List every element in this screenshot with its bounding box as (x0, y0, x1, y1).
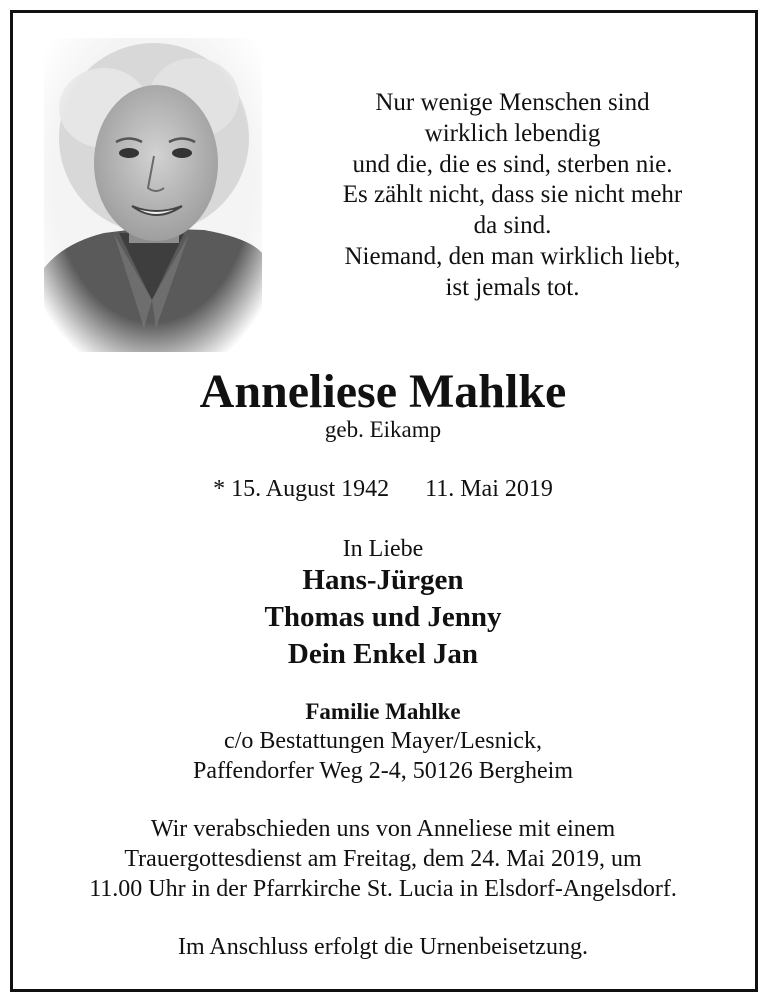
urn-burial-note: Im Anschluss erfolgt die Urnenbeisetzung. (178, 934, 588, 960)
contact-address (0, 726, 766, 786)
poem-line: Es zählt nicht, dass sie nicht mehr (342, 181, 683, 209)
mourner-name: Thomas und Jenny (264, 601, 502, 633)
death-date: 11. Mai 2019 (425, 476, 553, 502)
portrait-photo (44, 38, 262, 352)
poem-line: da sind. (473, 212, 552, 240)
poem-line: und die, die es sind, sterben nie. (352, 150, 673, 178)
poem-line: Niemand, den man wirklich liebt, (344, 242, 681, 270)
poem-line: wirklich lebendig (424, 119, 601, 147)
address-line: Paffendorfer Weg 2-4, 50126 Bergheim (193, 758, 573, 784)
poem (300, 88, 725, 304)
service-line: Trauergottesdienst am Freitag, dem 24. Mai 2019, um (124, 846, 642, 872)
address-line: c/o Bestattungen Mayer/Lesnick, (224, 728, 542, 754)
family-contact-name: Familie Mahlke (305, 699, 461, 724)
service-line: 11.00 Uhr in der Pfarrkirche St. Lucia in Elsdorf-Angelsdorf. (89, 876, 677, 902)
deceased-name: Anneliese Mahlke (199, 365, 567, 418)
poem-line: Nur wenige Menschen sind (375, 89, 650, 116)
mourner-names (0, 562, 766, 673)
service-announcement (0, 814, 766, 904)
birth-date: * 15. August 1942 (213, 476, 390, 502)
life-dates (0, 474, 766, 504)
service-line: Wir verabschieden uns von Anneliese mit einem (150, 816, 616, 842)
mourner-name: Dein Enkel Jan (287, 638, 479, 670)
poem-line: ist jemals tot. (445, 273, 580, 301)
mourner-name: Hans-Jürgen (302, 564, 464, 596)
in-love-intro: In Liebe (342, 536, 424, 562)
maiden-name: geb. Eikamp (324, 417, 442, 442)
